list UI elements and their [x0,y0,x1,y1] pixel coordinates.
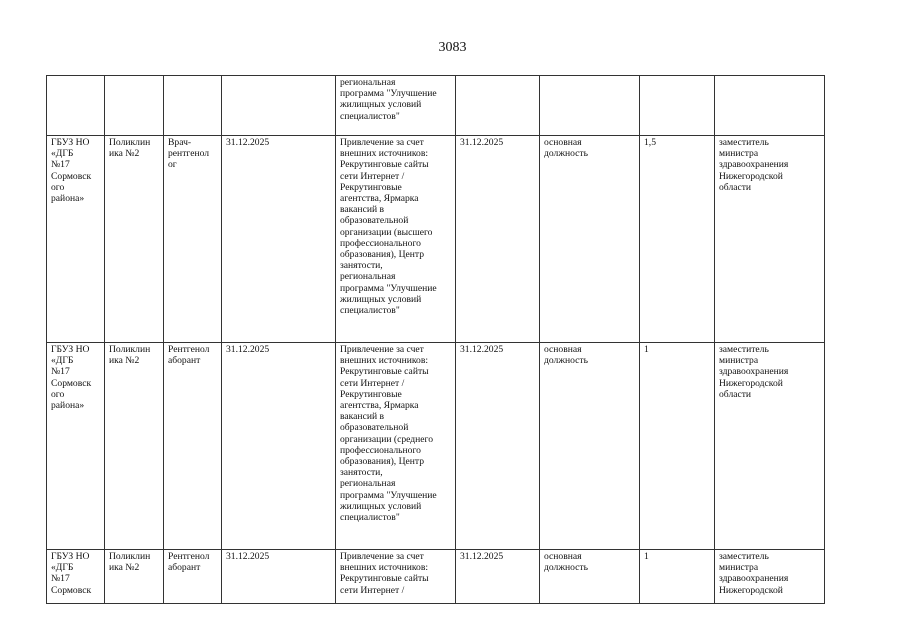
cell-measures: Привлечение за счет внешних источников: Рекрутинговые сайты сети Интернет / [336,550,456,604]
table-row [47,76,825,136]
cell-position-type [540,76,640,136]
cell-position: Врач- рентгенол ог [164,136,222,343]
table-row [47,550,825,604]
cell-organization: ГБУЗ НО «ДГБ №17 Сормовск ого района» [47,136,105,343]
page-number: 3083 [438,40,467,55]
cell-responsible: заместитель министра здравоохранения Нижегородской области [715,343,825,550]
cell-position-type: основная должность [540,550,640,604]
cell-organization [47,76,105,136]
cell-position-type: основная должность [540,136,640,343]
cell-rate [640,76,715,136]
cell-position [164,76,222,136]
cell-measures: Привлечение за счет внешних источников: Рекрутинговые сайты сети Интернет / Рекрутинговые агентства, Ярмарка вакансий в образовательной организации (среднего профессионального образования), Центр занятости, региональная программа "Улучшение жилищных условий специалистов" [336,343,456,550]
cell-division: Поликлин ика №2 [105,550,164,604]
cell-division [105,76,164,136]
cell-position-type: основная должность [540,343,640,550]
cell-date [222,76,336,136]
cell-rate: 1,5 [640,136,715,343]
cell-organization: ГБУЗ НО «ДГБ №17 Сормовск [47,550,105,604]
table-row [47,343,825,550]
cell-measures: Привлечение за счет внешних источников: Рекрутинговые сайты сети Интернет / Рекрутинговые агентства, Ярмарка вакансий в образовательной организации (высшего профессионального образования), Центр занятости, региональная программа "Улучшение жилищных условий специалистов" [336,136,456,343]
cell-deadline: 31.12.2025 [456,550,540,604]
cell-organization: ГБУЗ НО «ДГБ №17 Сормовск ого района» [47,343,105,550]
cell-deadline: 31.12.2025 [456,136,540,343]
cell-rate: 1 [640,343,715,550]
cell-deadline [456,76,540,136]
cell-responsible: заместитель министра здравоохранения Нижегородской области [715,136,825,343]
cell-position: Рентгенол аборант [164,343,222,550]
cell-date: 31.12.2025 [222,343,336,550]
staffing-table [46,75,825,604]
cell-responsible: заместитель министра здравоохранения Нижегородской [715,550,825,604]
cell-date: 31.12.2025 [222,550,336,604]
cell-date: 31.12.2025 [222,136,336,343]
cell-division: Поликлин ика №2 [105,136,164,343]
cell-responsible [715,76,825,136]
cell-deadline: 31.12.2025 [456,343,540,550]
cell-division: Поликлин ика №2 [105,343,164,550]
cell-rate: 1 [640,550,715,604]
cell-measures: региональная программа "Улучшение жилищных условий специалистов" [336,76,456,136]
cell-position: Рентгенол аборант [164,550,222,604]
table-row [47,136,825,343]
